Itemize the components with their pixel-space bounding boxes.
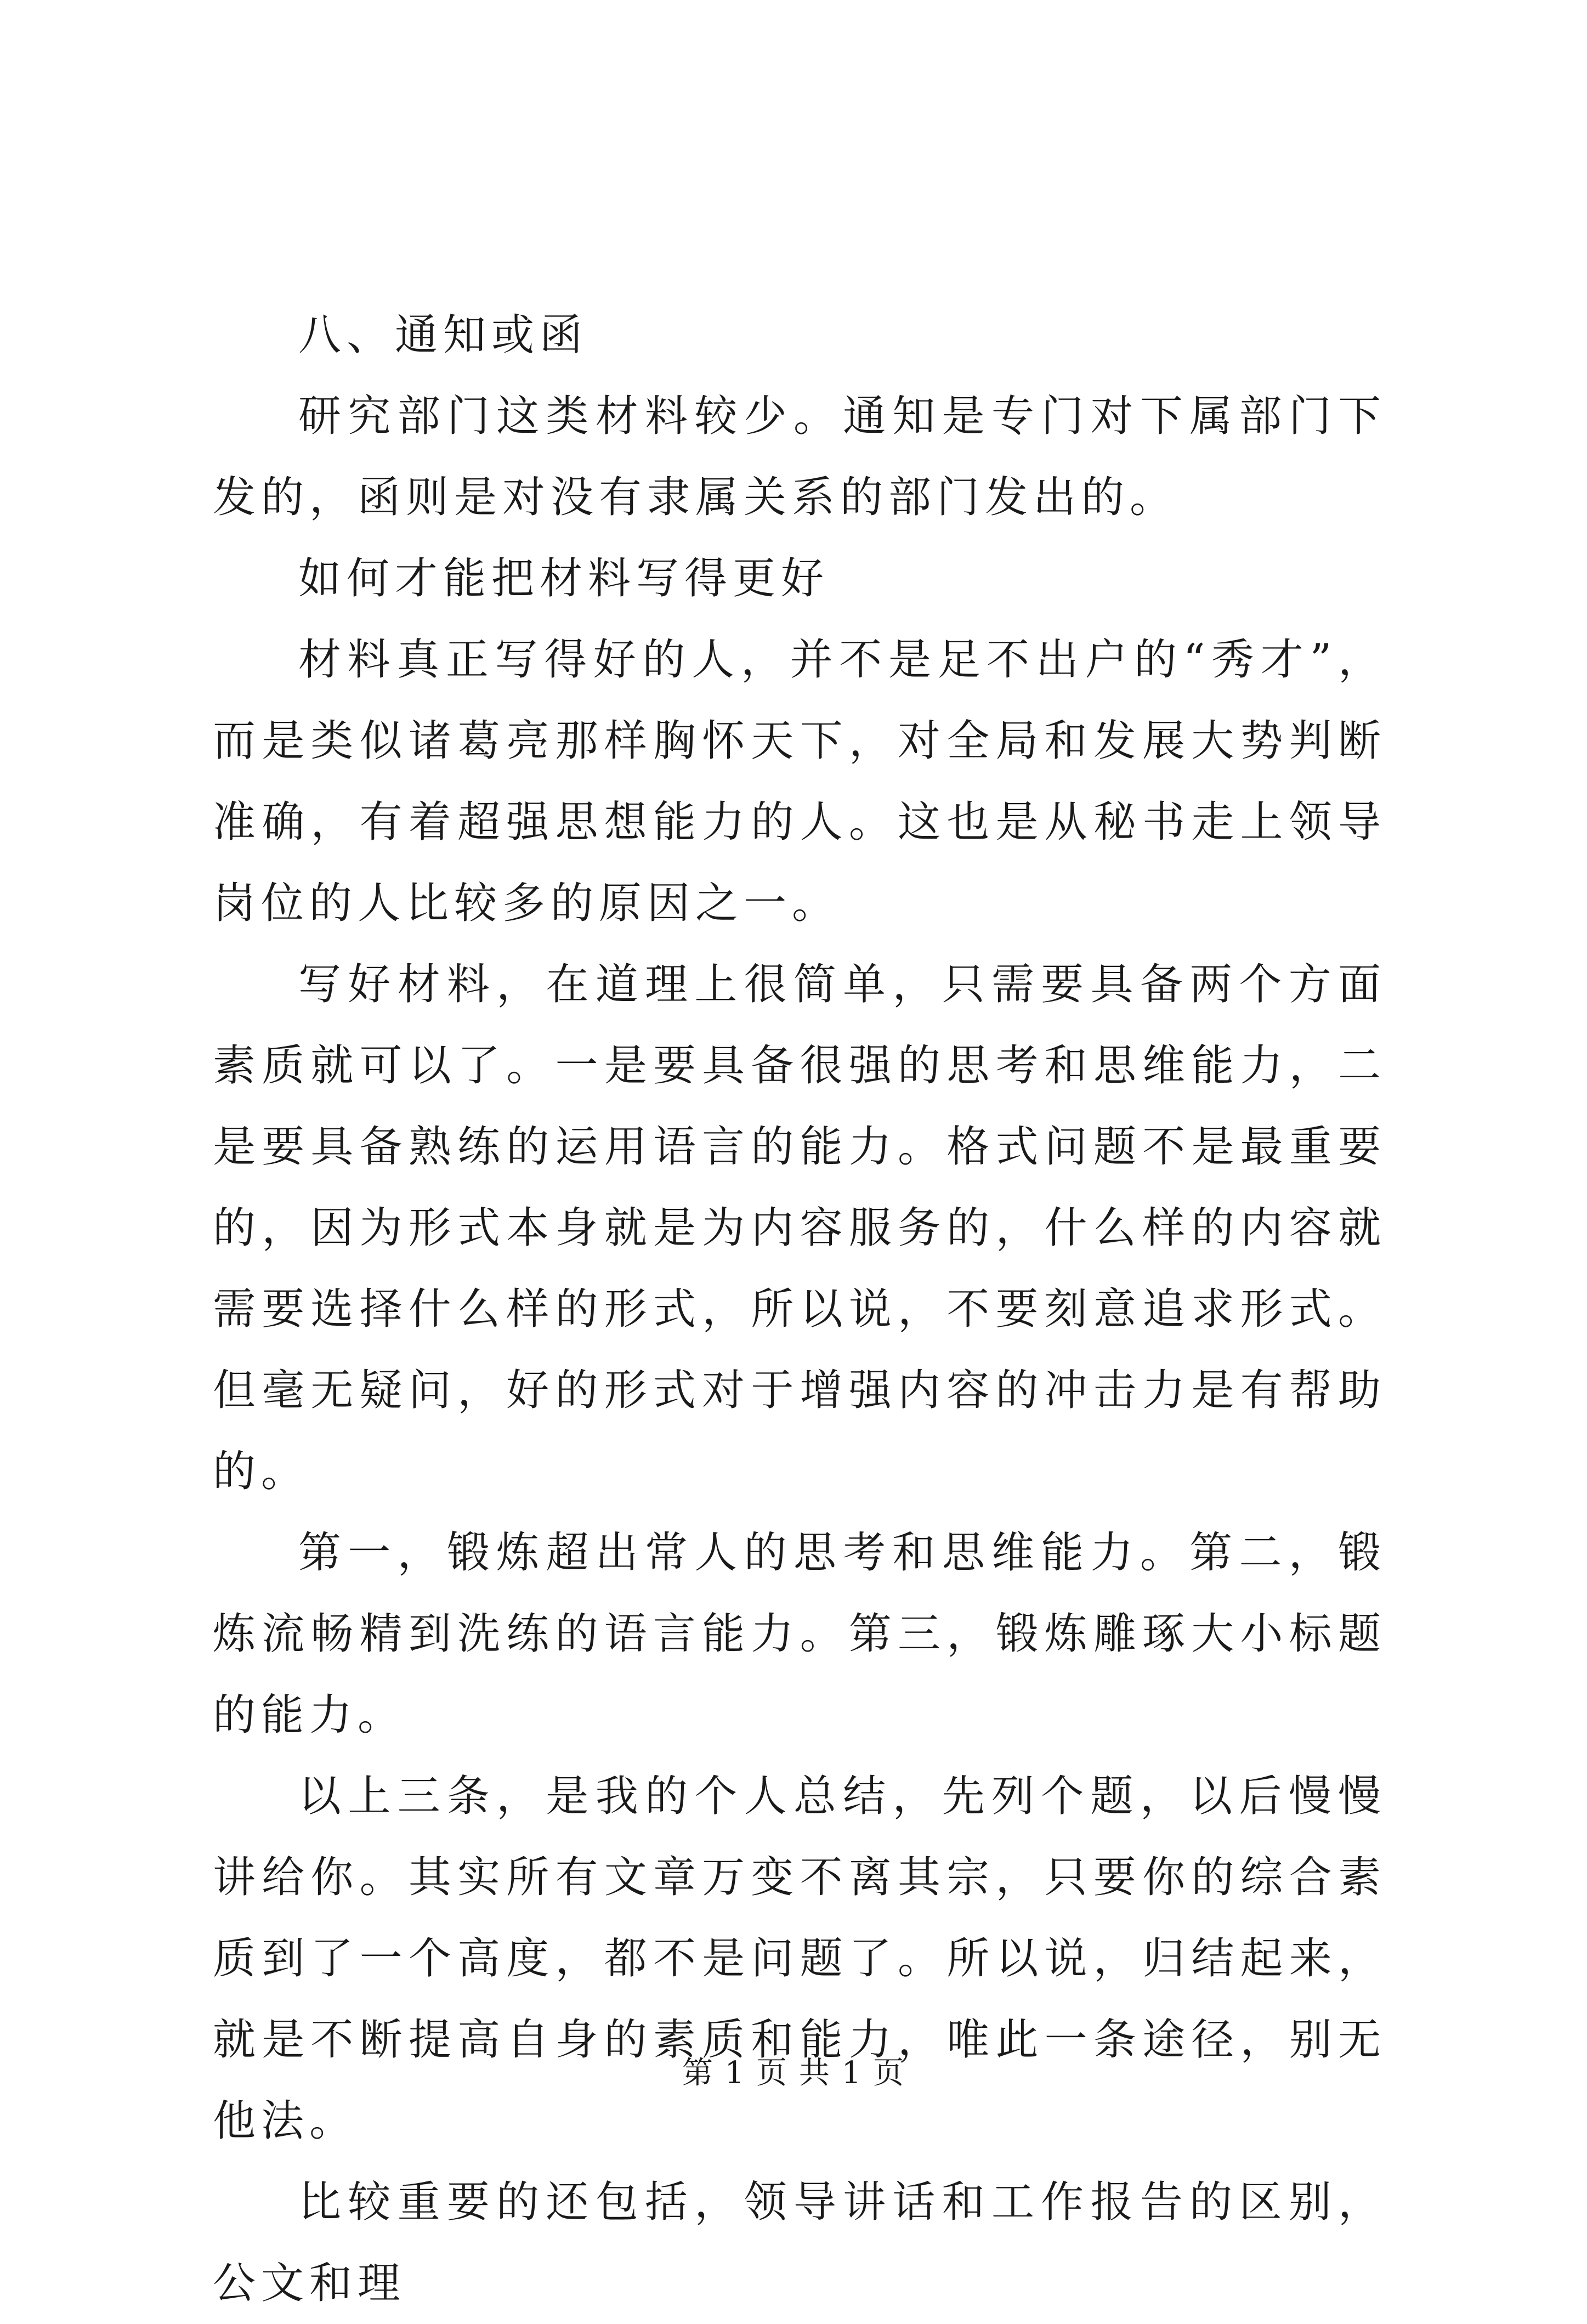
paragraph-good-writers: 材料真正写得好的人，并不是足不出户的“秀才”，而是类似诸葛亮那样胸怀天下，对全局和发展大势判断准确，有着超强思想能力的人。这也是从秘书走上领导岗位的人比较多的原因之一。 (213, 635, 1386, 928)
paragraph-summary: 以上三条，是我的个人总结，先列个题，以后慢慢讲给你。其实所有文章万变不离其宗，只要你的综合素质到了一个高度，都不是问题了。所以说，归结起来，就是不断提高自身的素质和能力，唯此一条途径，别无他法。 (213, 1772, 1386, 2146)
paragraph-writing-qualities: 写好材料，在道理上很简单，只需要具备两个方面素质就可以了。一是要具备很强的思考和思维能力，二是要具备熟练的运用语言的能力。格式问题不是最重要的，因为形式本身就是为内容服务的，什么样的内容就需要选择什么样的形式，所以说，不要刻意追求形式。但毫无疑问，好的形式对于增强内容的冲击力是有帮助的。 (213, 960, 1386, 1496)
page-number-footer: 第 1 页 共 1 页 (682, 2055, 905, 2091)
paragraph-three-trainings: 第一，锻炼超出常人的思考和思维能力。第二，锻炼流畅精到洗练的语言能力。第三，锻炼雕琢大小标题的能力。 (213, 1528, 1386, 1740)
paragraph-important-differences: 比较重要的还包括，领导讲话和工作报告的区别，公文和理 (213, 2178, 1386, 2308)
section-heading-write-better: 如何才能把材料写得更好 (298, 554, 830, 603)
paragraph-notice-description: 研究部门这类材料较少。通知是专门对下属部门下发的，函则是对没有隶属关系的部门发出的。 (213, 392, 1386, 522)
section-heading-notice-or-letter: 八、通知或函 (298, 310, 588, 360)
document-body (213, 295, 1386, 2324)
